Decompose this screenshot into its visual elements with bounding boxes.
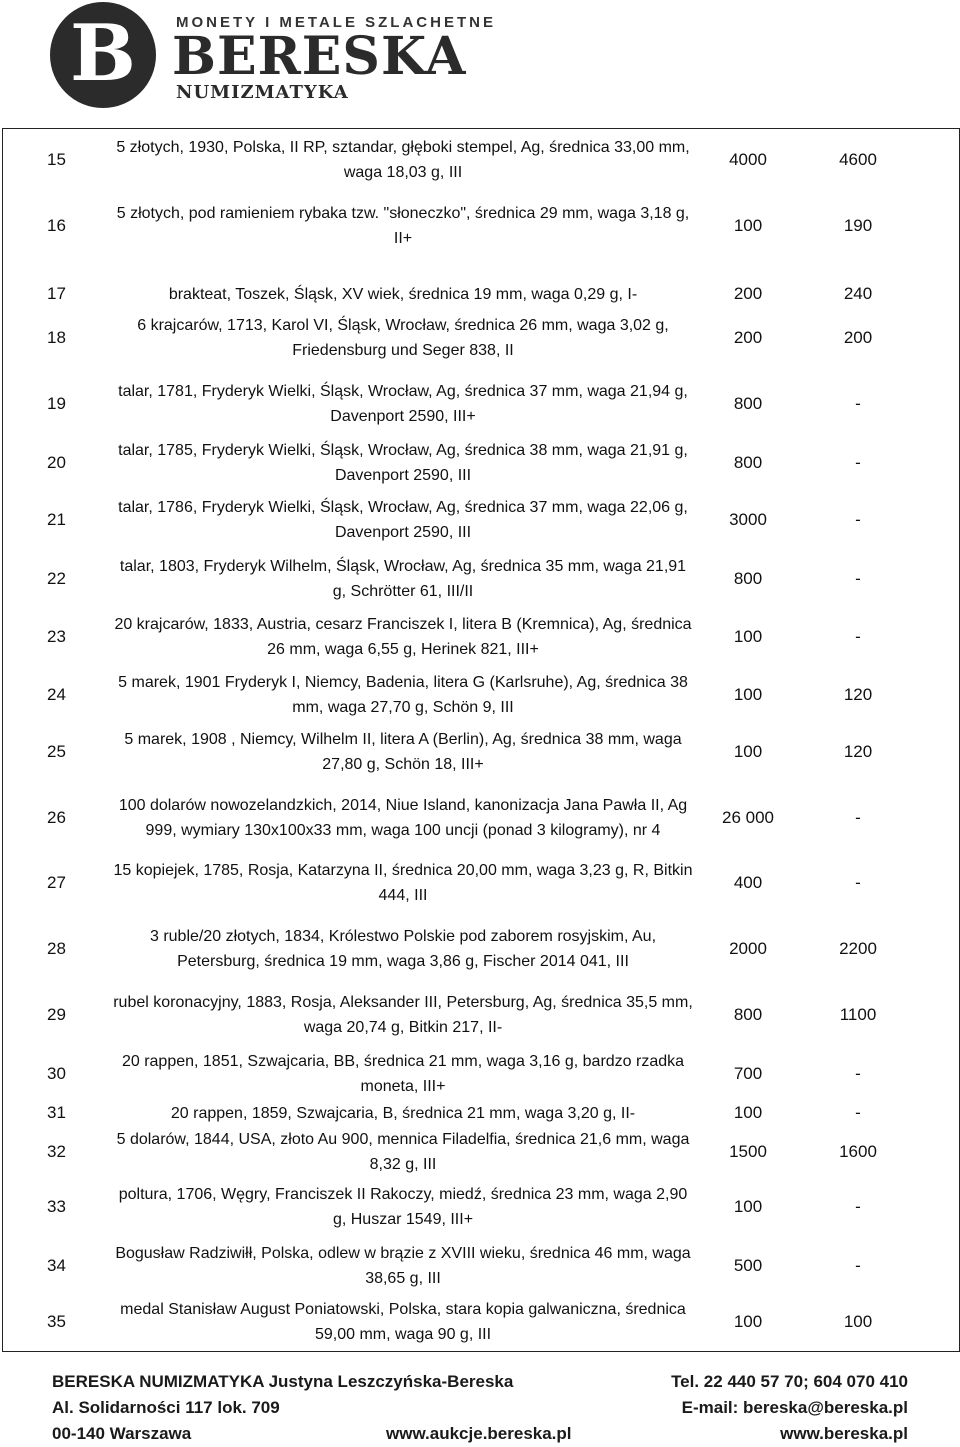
lot-description: medal Stanisław August Poniatowski, Polska, stara kopia galwaniczna, średnica 59,00 mm, waga 90 g, III xyxy=(120,1301,686,1343)
table-row xyxy=(3,493,959,547)
lot-estimate: 800 xyxy=(733,569,763,588)
lot-description: 5 złotych, pod ramieniem rybaka tzw. "słoneczko", średnica 29 mm, waga 3,18 g, II+ xyxy=(116,205,690,247)
lot-estimate: 4000 xyxy=(729,150,767,169)
lot-estimate: 100 xyxy=(733,1103,763,1122)
lot-estimate: 400 xyxy=(733,873,763,892)
table-row xyxy=(3,435,959,491)
lot-number: 33 xyxy=(47,1197,66,1216)
footer xyxy=(0,1368,960,1447)
lot-estimate: 700 xyxy=(733,1064,763,1083)
lot-estimate: 800 xyxy=(733,453,763,472)
lot-result: - xyxy=(855,510,861,529)
lot-estimate: 2000 xyxy=(729,939,767,958)
header xyxy=(0,0,960,110)
lot-result: 2200 xyxy=(839,939,877,958)
lot-number: 19 xyxy=(47,394,66,413)
table-row xyxy=(3,987,959,1043)
lot-number: 28 xyxy=(47,939,66,958)
lot-estimate: 100 xyxy=(733,216,763,235)
lot-estimate: 3000 xyxy=(729,510,767,529)
lot-description: 20 rappen, 1851, Szwajcaria, BB, średnica 21 mm, waga 3,16 g, bardzo rzadka moneta, III+ xyxy=(121,1053,685,1095)
lot-description: 20 krajcarów, 1833, Austria, cesarz Franciszek I, litera B (Kremnica), Ag, średnica 26 mm, waga 6,55 g, Herinek 821, III+ xyxy=(114,616,692,658)
lot-result: 120 xyxy=(843,685,873,704)
lot-number: 27 xyxy=(47,873,66,892)
lot-description: 6 krajcarów, 1713, Karol VI, Śląsk, Wrocław, średnica 26 mm, waga 3,02 g, Friedensburg und Seger 838, II xyxy=(137,317,669,359)
lot-estimate: 200 xyxy=(733,284,763,303)
lot-description: rubel koronacyjny, 1883, Rosja, Aleksander III, Petersburg, Ag, średnica 35,5 mm, waga 20,74 g, Bitkin 217, II- xyxy=(113,994,693,1036)
brand-tagline: MONETY I METALE SZLACHETNE xyxy=(176,14,496,31)
lot-estimate: 100 xyxy=(733,742,763,761)
lot-number: 35 xyxy=(47,1312,66,1331)
lot-number: 21 xyxy=(47,510,66,529)
lot-number: 25 xyxy=(47,742,66,761)
footer-street: Al. Solidarności 117 lok. 709 xyxy=(52,1398,280,1417)
lot-estimate: 100 xyxy=(733,1197,763,1216)
lot-result: 1600 xyxy=(839,1142,877,1161)
lot-number: 29 xyxy=(47,1005,66,1024)
lot-result: - xyxy=(855,1256,861,1275)
lot-description: 5 dolarów, 1844, USA, złoto Au 900, mennica Filadelfia, średnica 21,6 mm, waga 8,32 g, III xyxy=(116,1131,690,1173)
table-row xyxy=(3,1179,959,1235)
table-row xyxy=(3,857,959,909)
lot-description: poltura, 1706, Węgry, Franciszek II Rakoczy, miedź, średnica 23 mm, waga 2,90 g, Huszar 1549, III+ xyxy=(118,1186,688,1228)
footer-website[interactable]: www.bereska.pl xyxy=(780,1424,908,1443)
lot-description: 3 ruble/20 złotych, 1834, Królestwo Polskie pod zaborem rosyjskim, Au, Petersburg, średnica 19 mm, waga 3,86 g, Fischer 2014 041, III xyxy=(149,928,657,970)
table-row xyxy=(3,1295,959,1349)
brand-logo xyxy=(50,2,156,108)
lot-result: 240 xyxy=(843,284,873,303)
lot-number: 23 xyxy=(47,627,66,646)
lot-result: 120 xyxy=(843,742,873,761)
lot-description: 20 rappen, 1859, Szwajcaria, B, średnica 21 mm, waga 3,20 g, II- xyxy=(170,1104,636,1122)
table-row xyxy=(3,1045,959,1103)
lot-number: 24 xyxy=(47,685,66,704)
lot-result: 100 xyxy=(843,1312,873,1331)
footer-company: BERESKA NUMIZMATYKA Justyna Leszczyńska-Bereska xyxy=(52,1372,514,1391)
lot-result: - xyxy=(855,569,861,588)
lot-result: - xyxy=(855,1197,861,1216)
lot-result: - xyxy=(855,1064,861,1083)
lot-number: 22 xyxy=(47,569,66,588)
lot-description: 100 dolarów nowozelandzkich, 2014, Niue Island, kanonizacja Jana Pawła II, Ag 999, wymiary 130x100x33 mm, waga 100 uncji (ponad 3 kilogramy), nr 4 xyxy=(118,797,688,839)
lot-number: 31 xyxy=(47,1103,66,1122)
lot-description: Bogusław Radziwiłł, Polska, odlew w brązie z XVIII wieku, średnica 46 mm, waga 38,65 g, III xyxy=(115,1245,691,1287)
lot-result: 1100 xyxy=(839,1005,877,1024)
lot-estimate: 200 xyxy=(733,328,763,347)
lot-description: 5 złotych, 1930, Polska, II RP, sztandar, głęboki stempel, Ag, średnica 33,00 mm, waga 18,03 g, III xyxy=(116,139,690,181)
table-row xyxy=(3,725,959,779)
lot-description: talar, 1785, Fryderyk Wielki, Śląsk, Wrocław, Ag, średnica 38 mm, waga 21,91 g, Davenport 2590, III xyxy=(118,442,688,484)
footer-auction-link[interactable]: www.aukcje.bereska.pl xyxy=(386,1424,572,1443)
lot-description: talar, 1781, Fryderyk Wielki, Śląsk, Wrocław, Ag, średnica 37 mm, waga 21,94 g, Davenport 2590, III+ xyxy=(118,383,688,425)
table-row xyxy=(3,667,959,723)
lot-result: - xyxy=(855,453,861,472)
lot-estimate: 500 xyxy=(733,1256,763,1275)
lot-estimate: 100 xyxy=(733,1312,763,1331)
lot-result: - xyxy=(855,1103,861,1122)
lot-estimate: 800 xyxy=(733,394,763,413)
lots-table xyxy=(2,128,960,1352)
lot-result: - xyxy=(855,873,861,892)
table-row xyxy=(3,779,959,857)
lot-result: 4600 xyxy=(839,150,877,169)
lot-number: 20 xyxy=(47,453,66,472)
lot-number: 16 xyxy=(47,216,66,235)
lot-number: 18 xyxy=(47,328,66,347)
lot-description: brakteat, Toszek, Śląsk, XV wiek, średnica 19 mm, waga 0,29 g, I- xyxy=(168,285,638,303)
lot-estimate: 800 xyxy=(733,1005,763,1024)
lot-description: 15 kopiejek, 1785, Rosja, Katarzyna II, średnica 20,00 mm, waga 3,23 g, R, Bitkin 444, III xyxy=(113,862,693,904)
table-row xyxy=(3,911,959,987)
lot-number: 34 xyxy=(47,1256,66,1275)
lot-estimate: 26 000 xyxy=(722,808,774,827)
lot-description: talar, 1803, Fryderyk Wilhelm, Śląsk, Wrocław, Ag, średnica 35 mm, waga 21,91 g, Schrötter 61, III/II xyxy=(119,558,687,600)
lot-description: talar, 1786, Fryderyk Wielki, Śląsk, Wrocław, Ag, średnica 37 mm, waga 22,06 g, Davenport 2590, III xyxy=(118,499,688,541)
table-row xyxy=(3,1125,959,1179)
table-row xyxy=(3,1103,959,1123)
brand-name: BERESKA xyxy=(172,26,467,87)
lot-result: 190 xyxy=(843,216,873,235)
lot-result: - xyxy=(855,394,861,413)
footer-email[interactable]: E-mail: bereska@bereska.pl xyxy=(681,1398,908,1417)
lot-number: 30 xyxy=(47,1064,66,1083)
lot-estimate: 100 xyxy=(733,685,763,704)
lot-result: 200 xyxy=(843,328,873,347)
table-row xyxy=(3,1237,959,1295)
lot-estimate: 100 xyxy=(733,627,763,646)
logo-letter: B xyxy=(70,8,136,99)
table-row xyxy=(3,275,959,313)
footer-city: 00-140 Warszawa xyxy=(52,1424,192,1443)
lot-estimate: 1500 xyxy=(729,1142,767,1161)
footer-phone: Tel. 22 440 57 70; 604 070 410 xyxy=(671,1372,908,1391)
table-row xyxy=(3,607,959,667)
brand-subname: NUMIZMATYKA xyxy=(176,82,349,103)
lot-description: 5 marek, 1908 , Niemcy, Wilhelm II, litera A (Berlin), Ag, średnica 38 mm, waga 27,80 g, Schön 18, III+ xyxy=(124,731,682,773)
lot-description: 5 marek, 1901 Fryderyk I, Niemcy, Badenia, litera G (Karlsruhe), Ag, średnica 38 mm, waga 27,70 g, Schön 9, III xyxy=(118,674,688,716)
lot-result: - xyxy=(855,808,861,827)
lot-number: 26 xyxy=(47,808,66,827)
lot-number: 32 xyxy=(47,1142,66,1161)
table-row xyxy=(3,551,959,607)
lot-number: 17 xyxy=(47,284,66,303)
table-row xyxy=(3,129,959,191)
table-row xyxy=(3,313,959,363)
lot-number: 15 xyxy=(47,150,66,169)
table-row xyxy=(3,377,959,431)
table-row xyxy=(3,191,959,261)
lot-result: - xyxy=(855,627,861,646)
